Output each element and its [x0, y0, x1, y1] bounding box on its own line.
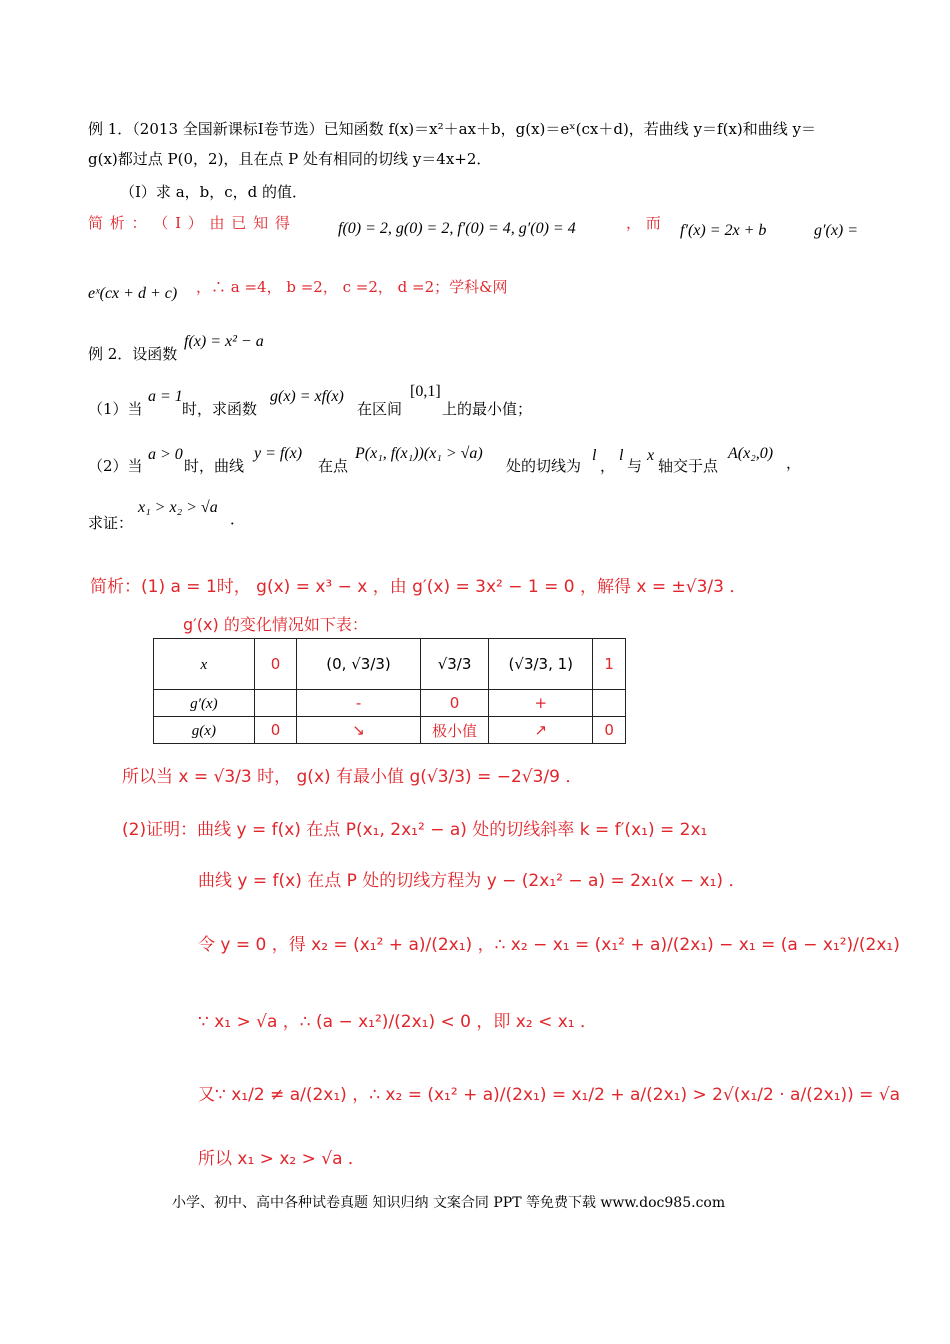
- ex2-q2-mid5: 与: [627, 457, 643, 475]
- table-cell: ↗: [489, 717, 593, 744]
- ex1-answer-math: f(0) = 2, g(0) = 2, f′(0) = 4, g′(0) = 4: [338, 220, 576, 237]
- sol-min-line: 所以当 x = √3/3 时， g(x) 有最小值 g(√3/3) = −2√3/9 ．: [122, 767, 583, 787]
- table-cell: (0, √3/3): [297, 639, 421, 690]
- ex2-prove-end: ．: [230, 510, 246, 528]
- ex2-q2-y: y = f(x): [254, 445, 303, 462]
- ex2-head: 例 2．设函数: [88, 345, 178, 363]
- sol-table-caption: g′(x) 的变化情况如下表：: [183, 615, 368, 634]
- ex2-q1-a: a = 1: [148, 388, 183, 405]
- table-cell: 0: [593, 717, 626, 744]
- ex2-q2-mid2: 在点: [318, 457, 349, 475]
- table-cell: g′(x): [154, 690, 255, 717]
- sol-proof-line6: 所以 x₁ > x₂ > √a ．: [198, 1149, 365, 1169]
- table-cell: 0: [254, 639, 296, 690]
- ex2-q1-interval: [0,1]: [410, 383, 441, 400]
- ex2-q2-mid6: 轴交于点: [658, 457, 719, 475]
- sol-proof-line1: (2)证明：曲线 y = f(x) 在点 P(x₁, 2x₁² − a) 处的切线斜率 k = f′(x₁) = 2x₁: [122, 820, 708, 840]
- ex2-q2-pre: （2）当: [88, 457, 143, 475]
- ex2-q1-mid: 时，求函数: [182, 400, 258, 418]
- ex2-q2-l2: l: [619, 447, 624, 464]
- page-footer: 小学、初中、高中各种试卷真题 知识归纳 文案合同 PPT 等免费下载 www.doc985.com: [172, 1195, 726, 1211]
- ex2-q1-mid2: 在区间: [357, 400, 403, 418]
- ex1-gprime-expr: eˣ(cx + d + c): [88, 285, 178, 302]
- sol-proof-line2: 曲线 y = f(x) 在点 P 处的切线方程为 y − (2x₁² − a) = 2x₁(x − x₁) ．: [198, 871, 746, 891]
- table-cell: ↘: [297, 717, 421, 744]
- ex2-q2-a: a > 0: [148, 446, 183, 463]
- table-cell: 极小值: [420, 717, 488, 744]
- ex2-q2-mid: 时，曲线: [184, 457, 245, 475]
- ex2-prove-pre: 求证：: [88, 514, 134, 532]
- table-cell: x: [154, 639, 255, 690]
- table-cell: 1: [593, 639, 626, 690]
- table-cell: g(x): [154, 717, 255, 744]
- table-cell: 0: [254, 717, 296, 744]
- sol-proof-line4: ∵ x₁ > √a ，∴ (a − x₁²)/(2x₁) < 0 ，即 x₂ < x₁ ．: [198, 1012, 598, 1032]
- table-row: [154, 717, 626, 744]
- table-cell: [593, 690, 626, 717]
- sol-proof-line3: 令 y = 0 ，得 x₂ = (x₁² + a)/(2x₁) ，∴ x₂ − x₁ = (x₁² + a)/(2x₁) − x₁ = (a − x₁²)/(2x₁): [198, 935, 900, 955]
- ex2-q2-l: l: [592, 447, 597, 464]
- table-cell: 0: [420, 690, 488, 717]
- table-cell: √3/3: [420, 639, 488, 690]
- ex1-answer-result: ，∴ a =4， b =2， c =2， d =2；学科&网: [196, 278, 508, 296]
- ex2-q2-x: x: [647, 447, 655, 464]
- ex2-q2-point: P(x₁, f(x₁))(x₁ > √a): [355, 445, 483, 462]
- ex1-question: （Ⅰ）求 a，b，c，d 的值．: [120, 183, 308, 201]
- ex1-answer-label: 简 析 ： （ Ⅰ ） 由 已 知 得: [88, 214, 291, 232]
- ex2-q2-end: ，: [786, 454, 802, 472]
- ex2-q1-end: 上的最小值；: [442, 400, 533, 418]
- table-cell: [254, 690, 296, 717]
- ex1-gprime: g′(x) =: [814, 222, 859, 239]
- ex2-prove: x₁ > x₂ > √a: [138, 499, 218, 516]
- ex2-q2-mid3: 处的切线为: [506, 457, 582, 475]
- table-cell: (√3/3, 1): [489, 639, 593, 690]
- ex2-q2-mid4: ，: [600, 457, 616, 475]
- ex1-answer-conj: ， 而: [626, 214, 661, 232]
- ex1-line1: 例 1．（2013 全国新课标Ⅰ卷节选）已知函数 f(x)＝x²＋ax＋b，g(x)＝eˣ(cx＋d)，若曲线 y＝f(x)和曲线 y＝: [88, 120, 817, 138]
- ex2-q1-g: g(x) = xf(x): [270, 388, 344, 405]
- sol-proof-line5: 又∵ x₁/2 ≠ a/(2x₁) ，∴ x₂ = (x₁² + a)/(2x₁) = x₁/2 + a/(2x₁) > 2√(x₁/2 · a/(2x₁)) = √a: [198, 1085, 901, 1105]
- table-row: [154, 639, 626, 690]
- ex1-fprime: f′(x) = 2x + b: [680, 222, 767, 239]
- variation-table: [153, 638, 626, 744]
- ex2-q1-pre: （1）当: [88, 400, 143, 418]
- ex2-q2-A: A(x₂,0): [728, 445, 774, 462]
- ex1-line2: g(x)都过点 P(0，2)，且在点 P 处有相同的切线 y＝4x+2．: [88, 150, 492, 168]
- table-cell: -: [297, 690, 421, 717]
- ex2-func: f(x) = x² − a: [184, 333, 264, 350]
- sol-line1: 简析：(1) a = 1时， g(x) = x³ − x ，由 g′(x) = 3x² − 1 = 0 ，解得 x = ±√3/3 ．: [90, 577, 747, 597]
- table-row: [154, 690, 626, 717]
- table-cell: +: [489, 690, 593, 717]
